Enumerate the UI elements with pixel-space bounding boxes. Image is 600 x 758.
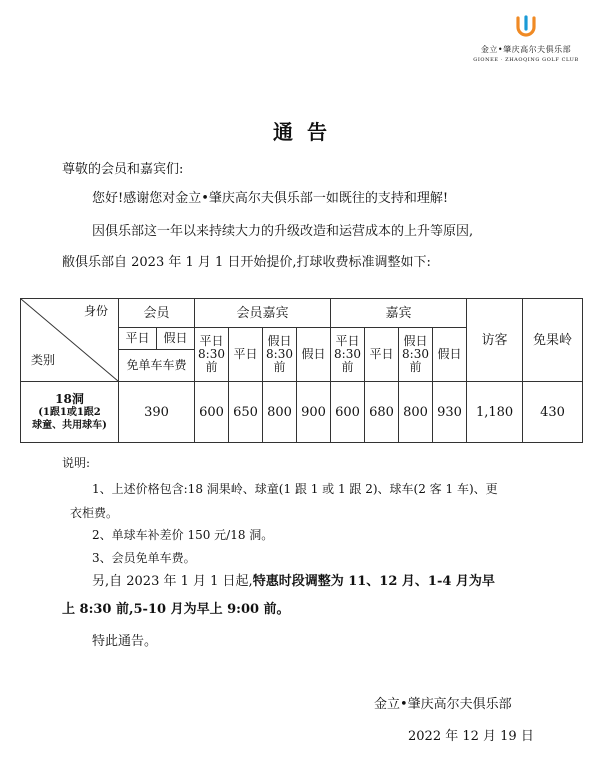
group-waiver: 免果岭 [523, 299, 583, 382]
price-guest-holiday: 930 [433, 382, 467, 443]
member-free-cart: 免单车车费 [119, 350, 195, 382]
row-label: 18洞 [55, 391, 84, 406]
fee-table [20, 298, 583, 443]
row-note: (1跟1或1跟2 球童、共用球车) [32, 406, 107, 431]
price-member-guest-holiday-early: 800 [263, 382, 297, 443]
header-category: 类别 [31, 353, 56, 367]
note-3: 3、会员免单车费。 [92, 551, 196, 565]
member-holiday: 假日 [157, 328, 195, 350]
special-hours-highlight: 特惠时段调整为 11、12 月、1-4 月为早 [252, 574, 495, 589]
guest-weekday-early: 平日 8:30 前 [331, 328, 365, 382]
price-guest-weekday: 680 [365, 382, 399, 443]
greeting-paragraph: 您好!感谢您对金立•肇庆高尔夫俱乐部一如既往的支持和理解! [92, 191, 449, 206]
table-corner-header [21, 299, 119, 382]
notes-heading: 说明: [62, 456, 91, 470]
signature-organization: 金立•肇庆高尔夫俱乐部 [374, 697, 512, 712]
member-weekday: 平日 [119, 328, 157, 350]
logo-name-en: GIONEE · ZHAOQING GOLF CLUB [473, 57, 579, 63]
header-identity: 身份 [83, 304, 108, 318]
price-change-paragraph: 敝俱乐部自 2023 年 1 月 1 日开始提价,打球收费标准调整如下: [62, 255, 431, 270]
price-guest-holiday-early: 800 [399, 382, 433, 443]
special-hours-line-1 [92, 574, 495, 590]
signature-date: 2022 年 12 月 19 日 [408, 729, 534, 744]
price-waiver: 430 [523, 382, 583, 443]
special-hours-line-2: 上 8:30 前,5-10 月为早上 9:00 前。 [62, 602, 290, 617]
price-member-guest-holiday: 900 [297, 382, 331, 443]
price-guest-weekday-early: 600 [331, 382, 365, 443]
closing-remark: 特此通告。 [92, 634, 158, 649]
salutation: 尊敬的会员和嘉宾们: [62, 162, 184, 177]
notice-title: 通告 [273, 120, 341, 144]
group-guest: 嘉宾 [331, 299, 467, 328]
row-label-18-holes [21, 382, 119, 443]
member-guest-weekday-early: 平日 8:30 前 [195, 328, 229, 382]
member-guest-holiday-early: 假日 8:30 前 [263, 328, 297, 382]
golf-club-logo-icon [512, 12, 540, 40]
price-member-guest-weekday: 650 [229, 382, 263, 443]
special-hours-prefix: 另,自 2023 年 1 月 1 日起, [92, 574, 253, 589]
guest-holiday-early: 假日 8:30 前 [399, 328, 433, 382]
note-2: 2、单球车补差价 150 元/18 洞。 [92, 528, 274, 542]
guest-holiday: 假日 [433, 328, 467, 382]
logo-name-cn: 金立•肇庆高尔夫俱乐部 [480, 45, 572, 54]
group-visitor: 访客 [467, 299, 523, 382]
reason-paragraph: 因俱乐部这一年以来持续大力的升级改造和运营成本的上升等原因, [92, 224, 474, 239]
group-member-guest: 会员嘉宾 [195, 299, 331, 328]
member-guest-holiday: 假日 [297, 328, 331, 382]
note-1-line-2: 衣柜费。 [70, 506, 119, 520]
price-member: 390 [119, 382, 195, 443]
member-guest-weekday: 平日 [229, 328, 263, 382]
guest-weekday: 平日 [365, 328, 399, 382]
group-member: 会员 [119, 299, 195, 328]
price-visitor: 1,180 [467, 382, 523, 443]
club-logo [468, 12, 584, 63]
price-member-guest-weekday-early: 600 [195, 382, 229, 443]
note-1-line-1: 1、上述价格包含:18 洞果岭、球童(1 跟 1 或 1 跟 2)、球车(2 客 1 车)、更 [92, 482, 498, 496]
